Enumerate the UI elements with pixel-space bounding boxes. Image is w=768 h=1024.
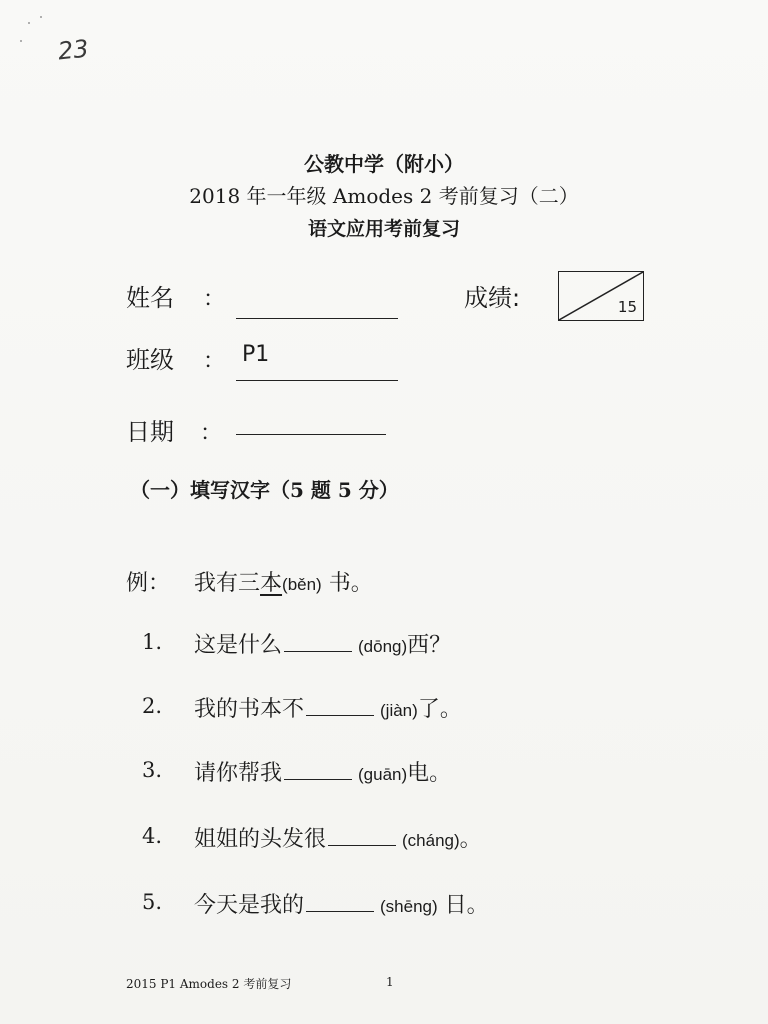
question-after: 西？ — [407, 633, 452, 658]
question-before: 这是什么 — [194, 633, 283, 658]
date-colon: ： — [200, 421, 223, 446]
section-title: （一）填写汉字（5 题 5 分） — [130, 478, 399, 502]
question-number: 5. — [142, 890, 163, 914]
question-before: 今天是我的 — [194, 893, 305, 918]
question-number: 1. — [142, 630, 163, 654]
exam-title: 2018 年一年级 Amodes 2 考前复习（二） — [189, 184, 579, 208]
question-row — [0, 690, 768, 724]
question-row — [0, 626, 768, 660]
score-value: 15 — [617, 298, 637, 316]
question-text — [194, 822, 482, 853]
question-number: 4. — [142, 824, 163, 848]
question-text — [194, 888, 489, 919]
date-label: 日期 — [126, 418, 174, 446]
question-after: 日。 — [437, 893, 489, 918]
class-field[interactable] — [236, 380, 398, 381]
question-pinyin: (guān) — [358, 765, 408, 784]
score-box — [558, 271, 644, 321]
example-after: 书。 — [321, 571, 373, 596]
question-text — [194, 692, 462, 723]
question-before: 我的书本不 — [194, 697, 305, 722]
question-row — [0, 886, 768, 920]
question-before: 姐姐的头发很 — [194, 827, 327, 852]
date-field[interactable] — [236, 434, 386, 435]
question-after: 电。 — [407, 761, 452, 786]
question-after: 。 — [459, 827, 482, 852]
question-number: 2. — [142, 694, 163, 718]
question-number: 3. — [142, 758, 163, 782]
scan-speck — [20, 40, 22, 42]
question-text — [194, 756, 451, 787]
school-title: 公教中学（附小） — [304, 152, 464, 176]
answer-blank[interactable] — [284, 633, 352, 652]
example-before: 我有三 — [194, 571, 261, 596]
answer-blank[interactable] — [306, 893, 374, 912]
question-before: 请你帮我 — [194, 761, 283, 786]
example-pinyin: (běn) — [282, 575, 322, 594]
question-pinyin: (jiàn) — [380, 701, 418, 720]
name-field[interactable] — [236, 318, 398, 319]
question-pinyin: (dōng) — [358, 637, 408, 656]
example-answer: 本 — [260, 571, 283, 596]
question-after: 了。 — [417, 697, 462, 722]
answer-blank[interactable] — [284, 761, 352, 780]
name-label: 姓名 — [126, 284, 174, 312]
page-number: 1 — [386, 975, 394, 989]
question-row — [0, 820, 768, 854]
example-sentence — [194, 566, 373, 597]
class-colon: ： — [203, 349, 226, 374]
handwritten-note: 23 — [56, 34, 90, 66]
class-label: 班级 — [126, 346, 174, 374]
subject-title: 语文应用考前复习 — [307, 218, 460, 240]
scan-speck — [28, 22, 30, 24]
score-label: 成绩: — [464, 284, 521, 312]
question-pinyin: (cháng) — [402, 831, 460, 850]
class-value: P1 — [242, 342, 270, 367]
question-text — [194, 628, 451, 659]
name-colon: ： — [203, 287, 226, 312]
footer-text: 2015 P1 Amodes 2 考前复习 — [126, 977, 292, 991]
answer-blank[interactable] — [306, 697, 374, 716]
answer-blank[interactable] — [328, 827, 396, 846]
scan-speck — [40, 16, 42, 18]
question-pinyin: (shēng) — [380, 897, 438, 916]
example-label: 例： — [126, 571, 171, 596]
question-row — [0, 754, 768, 788]
